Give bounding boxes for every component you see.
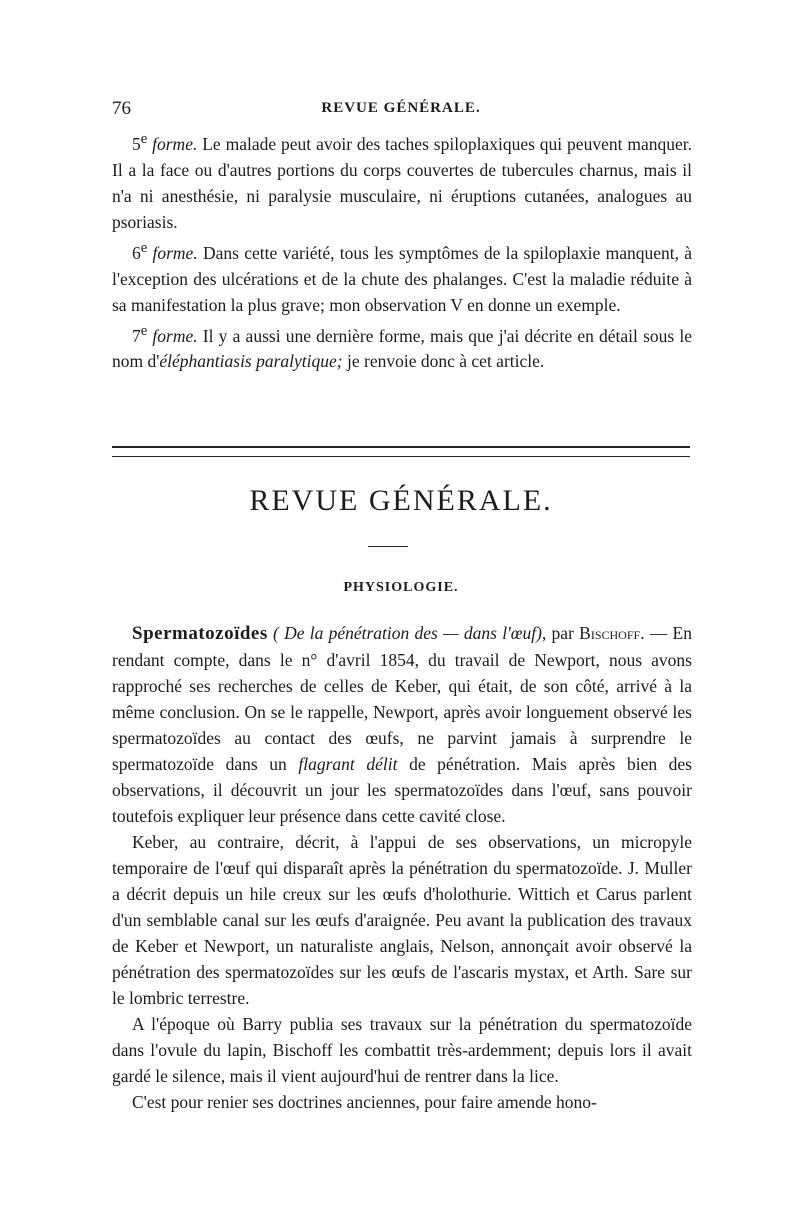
running-title: REVUE GÉNÉRALE. [321,100,481,116]
section-divider [112,446,690,457]
article-paragraph-4: C'est pour renier ses doctrines anciennes, pour faire amende hono- [132,1092,597,1112]
article-paragraph-2: Keber, au contraire, décrit, à l'appui de ses observations, un micropyle temporaire de l'œuf qui disparaît après la pénétration du spermatozoïde. J. Muller a décrit depuis un hile creux sur les œufs d'holothurie. Wittich et Carus parlent d'un semblable canal sur les œufs d'araignée. Peu avant la publication des travaux de Keber et Newport, un naturaliste anglais, Nelson, annonçait avoir observé la pénétration des spermatozoïdes sur les œufs de l'ascaris mystax, et Arth. Sare sur le lombric terrestre. [112,832,692,1008]
author-name: Bischoff [579,623,641,643]
subsection-title: PHYSIOLOGIE. [343,580,459,595]
paragraph-forme-5: 5e forme. Le malade peut avoir des taches spiloplaxiques qui peuvent manquer. Il a la face ou d'autres portions du corps couvertes de tubercules charnus, mais il n'a ni anesthésie, ni paralysie musculaire, ni éruptions cutanées, analogues au psoriasis. [112,131,692,232]
article-paragraph-3: A l'époque où Barry publia ses travaux sur la pénétration du spermatozoïde dans l'ovule du lapin, Bischoff les combattit très-ardemment; depuis lors il avait gardé le silence, mais il vient aujourd'hui de rentrer dans la lice. [112,1014,692,1086]
top-text [112,126,692,374]
short-divider [368,546,408,547]
article-text [112,620,692,1115]
running-header [112,98,690,124]
section-title: REVUE GÉNÉRALE. [249,484,553,517]
paragraph-forme-6: 6e forme. Dans cette variété, tous les symptômes de la spiloplaxie manquent, à l'exception des ulcérations et de la chute des phalanges. C'est la maladie réduite à sa manifestation la plus grave; mon observation V en donne un exemple. [112,239,692,315]
page-number: 76 [112,98,131,119]
article-lead: Spermatozoïdes [132,623,268,644]
article-paragraph-1: Spermatozoïdes ( De la pénétration des — dans l'œuf), par Bischoff. — En rendant compte, dans le n° d'avril 1854, du travail de Newport, nous avons rapproché ses recherches de celles de Keber, qui était, de son côté, arrivé à la même conclusion. On se le rappelle, Newport, après avoir longuement observé les spermatozoïdes au contact des œufs, ne parvint jamais à surprendre le spermatozoïde dans un flagrant délit de pénétration. Mais après bien des observations, il découvrit un jour les spermatozoïdes dans l'œuf, sans pouvoir toutefois expliquer leur présence dans cette cavité close. [112,623,692,826]
paragraph-forme-7: 7e forme. Il y a aussi une dernière forme, mais que j'ai décrite en détail sous le nom d'éléphantiasis paralytique; je renvoie donc à cet article. [112,322,692,372]
